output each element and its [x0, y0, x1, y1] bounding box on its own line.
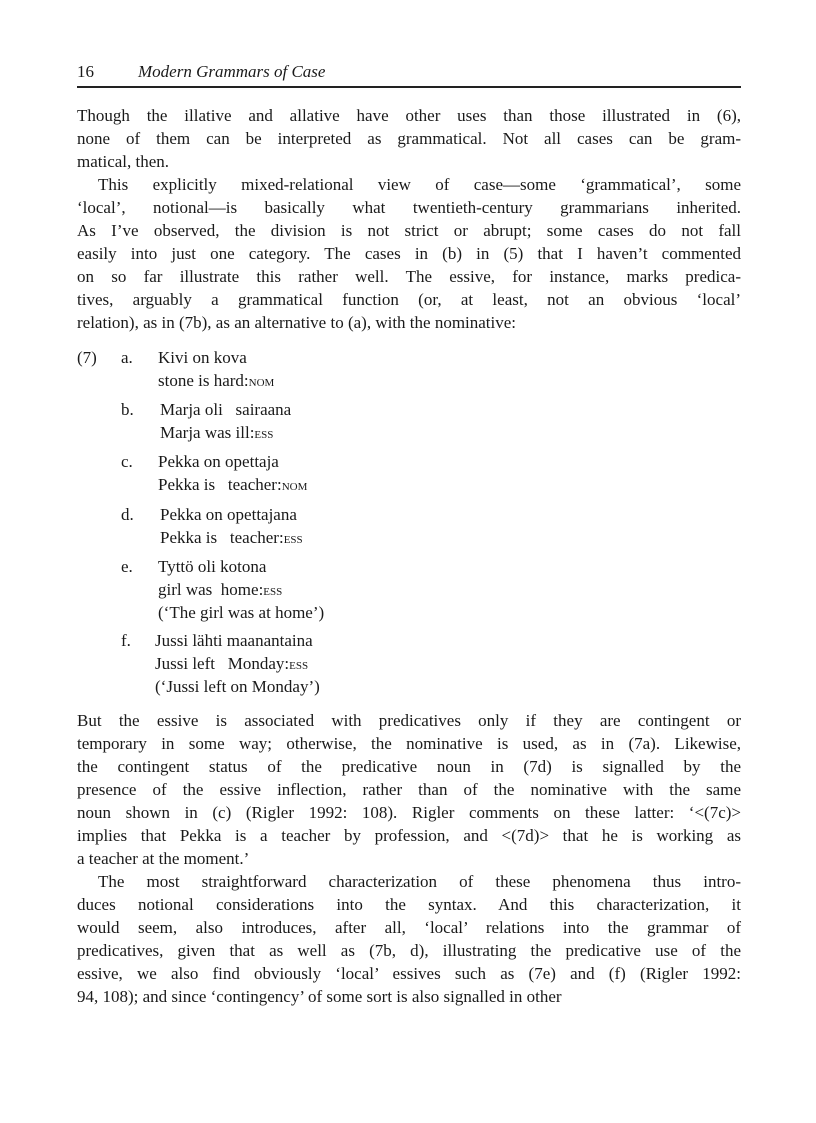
text-line: This explicitly mixed-relational view of case—some ‘grammatical’, some: [98, 175, 741, 194]
gloss-words: Jussi left Monday:: [155, 654, 290, 673]
gloss-line: [158, 369, 274, 394]
finnish-line: Pekka on opettajana: [160, 505, 297, 524]
case-tag: ess: [283, 531, 303, 547]
example-letter: e.: [121, 557, 133, 576]
gloss-words: Marja was ill:: [160, 423, 255, 442]
case-tag: ess: [289, 657, 309, 673]
text-line: the contingent status of the predicative noun in (7d) is signalled by the: [77, 757, 741, 776]
gloss-words: girl was home:: [158, 580, 264, 599]
translation-line: (‘Jussi left on Monday’): [155, 677, 320, 696]
translation-line: (‘The girl was at home’): [158, 603, 325, 622]
gloss-words: Pekka is teacher:: [158, 475, 282, 494]
text-line: would seem, also introduces, after all, ‘local’ relations into the grammar of: [77, 918, 741, 937]
text-line: Though the illative and allative have other uses than those illustrated in (6),: [77, 106, 741, 125]
header-rule: [77, 86, 741, 88]
text-line: presence of the essive inflection, rather than of the nominative with the same: [77, 780, 741, 799]
example-letter: f.: [121, 631, 131, 650]
text-line: none of them can be interpreted as grammatical. Not all cases can be gram-: [77, 129, 741, 148]
example-letter: b.: [121, 400, 134, 419]
text-line: ‘local’, notional—is basically what twentieth-century grammarians inherited.: [77, 198, 741, 217]
gloss-line: [158, 473, 307, 498]
text-line: duces notional considerations into the syntax. And this characterization, it: [77, 895, 741, 914]
finnish-line: Jussi lähti maanantaina: [155, 631, 313, 650]
text-line: implies that Pekka is a teacher by profession, and <(7d)> that he is working as: [77, 826, 741, 845]
gloss-words: stone is hard:: [158, 371, 249, 390]
text-line: matical, then.: [77, 152, 170, 171]
running-title: Modern Grammars of Case: [138, 62, 326, 81]
text-line: predicatives, given that as well as (7b, d), illustrating the predicative use of the: [77, 941, 741, 960]
gloss-line: [160, 526, 303, 551]
case-tag: ess: [254, 426, 274, 442]
example-letter: d.: [121, 505, 134, 524]
text-line: noun shown in (c) (Rigler 1992: 108). Rigler comments on these latter: ‘<(7c)>: [77, 803, 741, 822]
text-line: The most straightforward characterization of these phenomena thus intro-: [98, 872, 741, 891]
finnish-line: Kivi on kova: [158, 348, 247, 367]
gloss-words: Pekka is teacher:: [160, 528, 284, 547]
example-letter: a.: [121, 348, 133, 367]
finnish-line: Pekka on opettaja: [158, 452, 279, 471]
text-line: relation), as in (7b), as an alternative to (a), with the nominative:: [77, 313, 517, 332]
text-line: tives, arguably a grammatical function (or, at least, not an obvious ‘local’: [77, 290, 741, 309]
finnish-line: Marja oli sairaana: [160, 400, 292, 419]
gloss-line: [160, 421, 273, 446]
text-line: easily into just one category. The cases in (b) in (5) that I haven’t commented: [77, 244, 741, 263]
gloss-line: [158, 578, 282, 603]
text-line: As I’ve observed, the division is not strict or abrupt; some cases do not fall: [77, 221, 741, 240]
text-line: on so far illustrate this rather well. The essive, for instance, marks predica-: [77, 267, 741, 286]
case-tag: ess: [263, 583, 283, 599]
finnish-line: Tyttö oli kotona: [158, 557, 267, 576]
gloss-line: [155, 652, 308, 677]
text-line: a teacher at the moment.’: [77, 849, 250, 868]
example-number: (7): [77, 348, 97, 367]
case-tag: nom: [281, 478, 308, 494]
page-number: 16: [77, 62, 94, 81]
text-line: essive, we also find obviously ‘local’ essives such as (7e) and (f) (Rigler 1992:: [77, 964, 741, 983]
case-tag: nom: [248, 374, 275, 390]
example-letter: c.: [121, 452, 133, 471]
text-line: 94, 108); and since ‘contingency’ of some sort is also signalled in other: [77, 987, 562, 1006]
text-line: temporary in some way; otherwise, the nominative is used, as in (7a). Likewise,: [77, 734, 741, 753]
text-line: But the essive is associated with predicatives only if they are contingent or: [77, 711, 741, 730]
